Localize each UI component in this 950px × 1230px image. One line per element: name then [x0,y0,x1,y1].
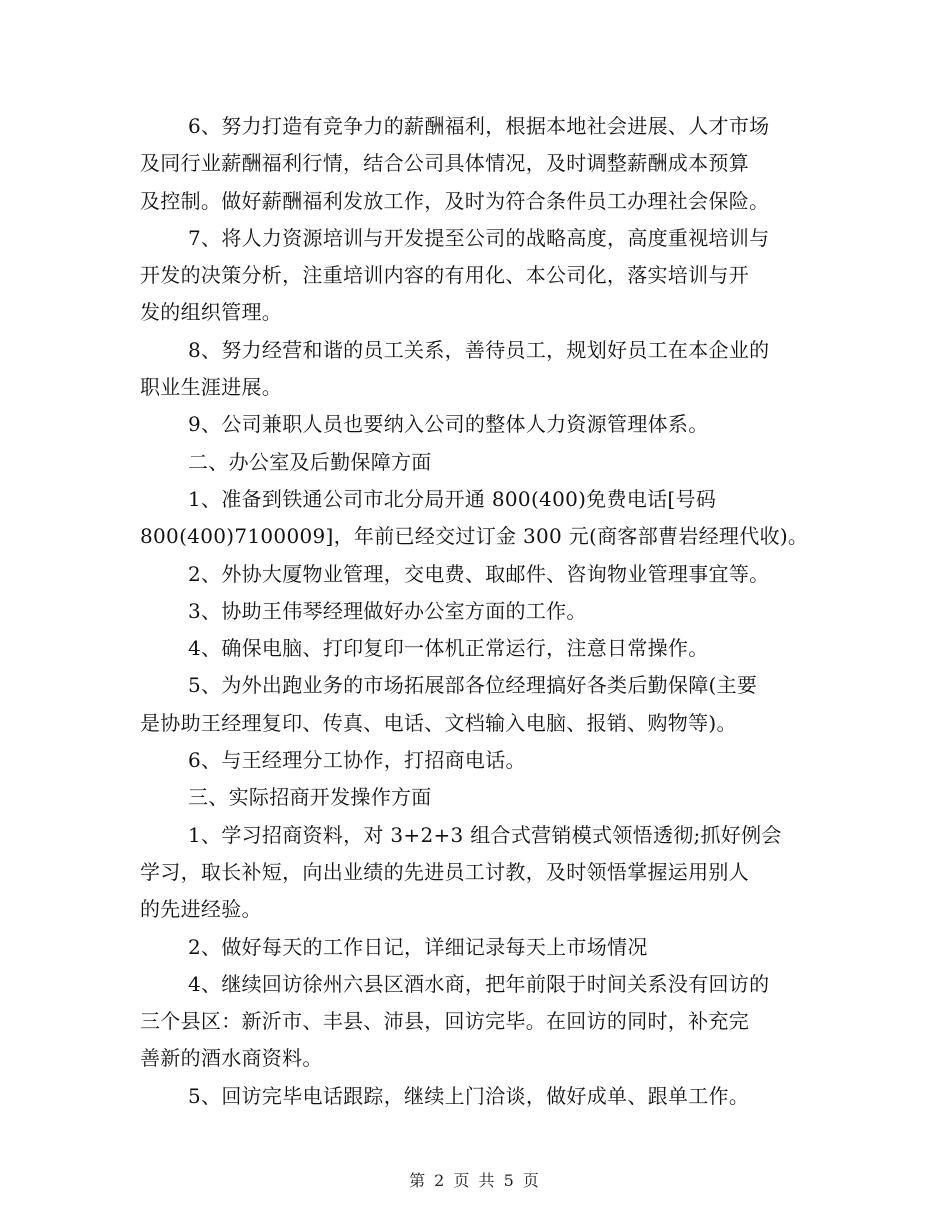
text-line: 5、为外出跑业务的市场拓展部各位经理搞好各类后勤保障(主要 [188,673,758,698]
text-line: 善新的酒水商资料。 [140,1046,323,1071]
text-line: 4、继续回访徐州六县区酒水商，把年前限于时间关系没有回访的 [188,971,770,996]
text-line: 2、做好每天的工作日记，详细记录每天上市场情况 [188,934,648,959]
text-line: 三个县区：新沂市、丰县、沛县，回访完毕。在回访的同时，补充完 [140,1009,749,1034]
document-body [140,108,812,1115]
text-line: 发的组织管理。 [140,300,283,325]
text-line: 2、外协大厦物业管理，交电费、取邮件、咨询物业管理事宜等。 [188,561,770,586]
text-line: 1、学习招商资料，对 3+2+3 组合式营销模式领悟透彻;抓好例会 [188,822,782,847]
page-footer: 第 2 页 共 5 页 [409,1171,541,1190]
text-line: 学习，取长补短，向出业绩的先进员工讨教，及时领悟掌握运用别人 [140,859,749,884]
text-line: 开发的决策分析，注重培训内容的有用化、本公司化，落实培训与开 [140,263,749,288]
text-line: 职业生涯进展。 [140,375,283,400]
text-line: 8、努力经营和谐的员工关系，善待员工，规划好员工在本企业的 [188,337,770,362]
text-line: 6、与王经理分工协作，打招商电话。 [188,748,526,773]
text-line: 1、准备到铁通公司市北分局开通 800(400)免费电话[号码 [188,486,717,511]
text-line: 二、办公室及后勤保障方面 [188,449,432,474]
text-line: 5、回访完毕电话跟踪，继续上门洽谈，做好成单、跟单工作。 [188,1083,750,1108]
text-line: 3、协助王伟琴经理做好办公室方面的工作。 [188,598,587,623]
text-line: 7、将人力资源培训与开发提至公司的战略高度，高度重视培训与 [188,225,770,250]
text-line: 三、实际招商开发操作方面 [188,785,432,810]
text-line: 的先进经验。 [140,897,262,922]
text-line: 4、确保电脑、打印复印一体机正常运行，注意日常操作。 [188,636,709,661]
text-line: 是协助王经理复印、传真、电话、文档输入电脑、报销、购物等)。 [140,710,737,735]
text-line: 9、公司兼职人员也要纳入公司的整体人力资源管理体系。 [188,412,709,437]
text-line: 及同行业薪酬福利行情，结合公司具体情况，及时调整薪酬成本预算 [140,151,749,176]
text-line: 及控制。做好薪酬福利发放工作，及时为符合条件员工办理社会保险。 [140,188,770,213]
text-line: 800(400)7100009]，年前已经交过订金 300 元(商客部曹岩经理代收)。 [140,524,809,549]
text-line: 6、努力打造有竞争力的薪酬福利，根据本地社会进展、人才市场 [188,114,770,138]
